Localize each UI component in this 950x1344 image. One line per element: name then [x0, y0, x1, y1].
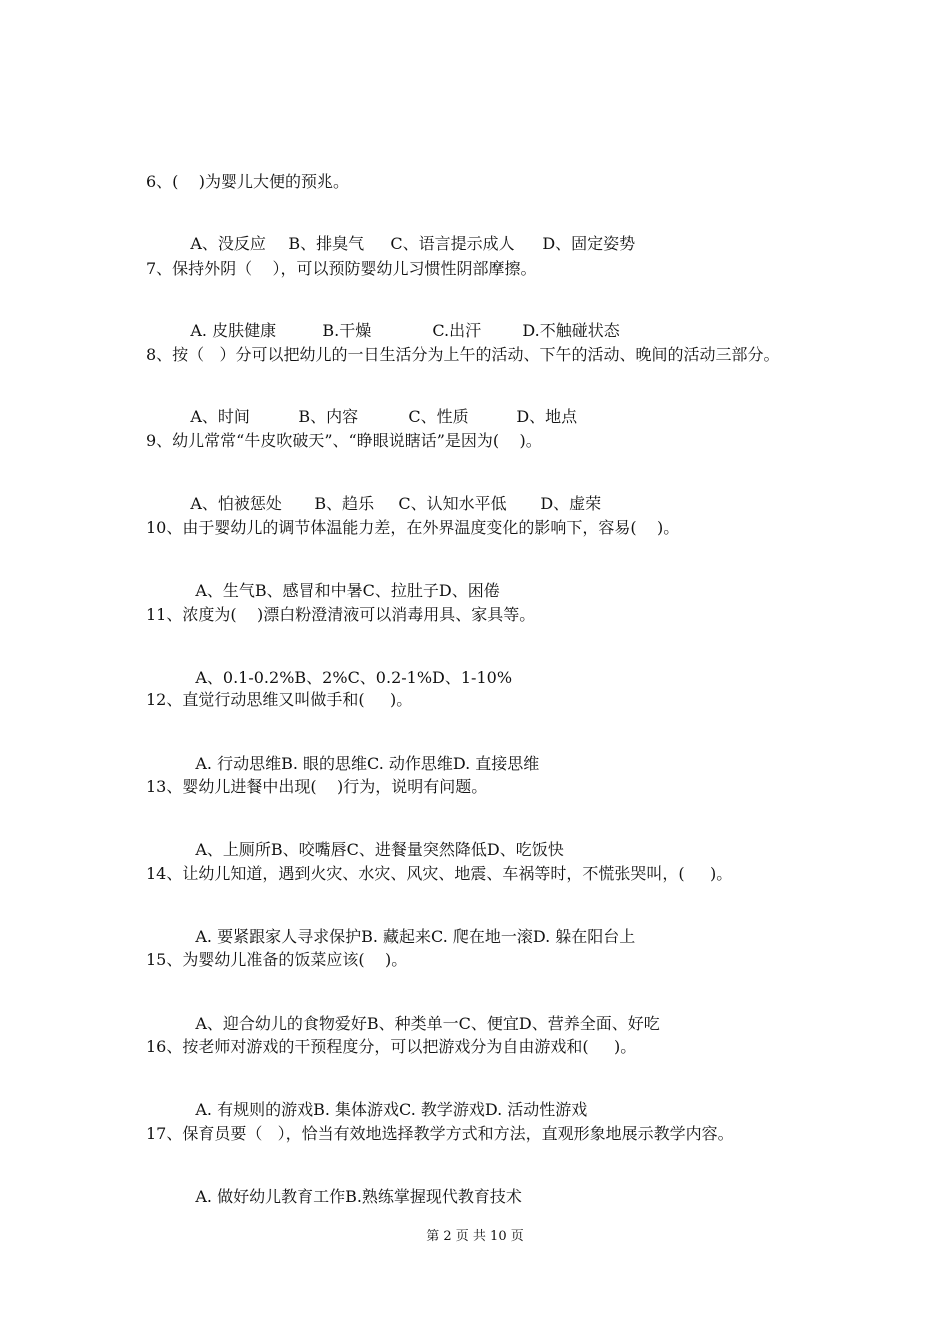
question-stem: 17、保育员要（ ），恰当有效地选择教学方式和方法，直观形象地展示教学内容。	[146, 1124, 734, 1143]
option: B、种类单一	[366, 1014, 459, 1033]
option: A、迎合幼儿的食物爱好	[195, 1014, 367, 1033]
option: C. 教学游戏	[399, 1100, 485, 1119]
option: C. 爬在地一滚	[431, 927, 533, 946]
option: C、便宜	[458, 1014, 519, 1033]
question-stem: 8、按（ ）分可以把幼儿的一日生活分为上午的活动、下午的活动、晚间的活动三部分。	[146, 345, 780, 364]
option: A. 皮肤健康	[190, 321, 277, 340]
option: A. 有规则的游戏	[195, 1100, 314, 1119]
option: A. 做好幼儿教育工作	[195, 1187, 346, 1206]
option: D. 躲在阳台上	[532, 927, 636, 946]
option: D. 活动性游戏	[484, 1100, 588, 1119]
option: D、营养全面、好吃	[518, 1014, 660, 1033]
option: A、生气	[195, 581, 255, 600]
question-stem: 12、直觉行动思维又叫做手和( )。	[146, 690, 413, 709]
question-stem: 13、婴幼儿进餐中出现( )行为，说明有问题。	[146, 777, 488, 796]
option: B. 眼的思维	[281, 754, 368, 773]
option: D、固定姿势	[542, 234, 636, 253]
option: B. 藏起来	[361, 927, 432, 946]
option: A. 要紧跟家人寻求保护	[195, 927, 362, 946]
option: B、咬嘴唇	[270, 840, 347, 859]
option: B.干燥	[322, 321, 372, 340]
question-stem: 15、为婴幼儿准备的饭菜应该( )。	[146, 950, 408, 969]
option: C、0.2-1%	[347, 668, 433, 687]
option: B、2%	[294, 668, 348, 687]
option: D. 直接思维	[452, 754, 540, 773]
option: D、地点	[516, 407, 578, 426]
question-stem: 16、按老师对游戏的干预程度分，可以把游戏分为自由游戏和( )。	[146, 1037, 637, 1056]
option: C、性质	[408, 407, 469, 426]
question-stem: 9、幼儿常常“牛皮吹破天”、“睁眼说瞎话”是因为( )。	[146, 431, 542, 450]
option: A、怕被惩处	[190, 494, 282, 513]
option: C、语言提示成人	[390, 234, 515, 253]
option: B.熟练掌握现代教育技术	[345, 1187, 522, 1206]
option: C、认知水平低	[398, 494, 507, 513]
option: C. 动作思维	[367, 754, 453, 773]
option: B、排臭气	[288, 234, 365, 253]
option: D、困倦	[438, 581, 500, 600]
option: C、进餐量突然降低	[346, 840, 487, 859]
option: B. 集体游戏	[313, 1100, 400, 1119]
option: B、内容	[298, 407, 359, 426]
option: A、上厕所	[195, 840, 271, 859]
option: C、拉肚子	[362, 581, 439, 600]
option: A. 行动思维	[195, 754, 282, 773]
option: B、感冒和中暑	[254, 581, 363, 600]
question-stem: 14、让幼儿知道，遇到火灾、水灾、风灾、地震、车祸等时，不慌张哭叫，( )。	[146, 864, 733, 883]
question-stem: 11、浓度为( )漂白粉澄清液可以消毒用具、家具等。	[146, 605, 536, 624]
question-stem: 10、由于婴幼儿的调节体温能力差，在外界温度变化的影响下，容易( )。	[146, 518, 680, 537]
option: D.不触碰状态	[522, 321, 620, 340]
question-options	[175, 1167, 522, 1227]
option: B、趋乐	[314, 494, 375, 513]
option: A、时间	[190, 407, 250, 426]
option: D、虚荣	[540, 494, 602, 513]
question-stem: 6、( )为婴儿大便的预兆。	[146, 172, 350, 191]
option: A、0.1-0.2%	[195, 668, 295, 687]
page-number-footer: 第 2 页 共 10 页	[426, 1229, 524, 1244]
option: C.出汗	[432, 321, 482, 340]
option: D、吃饭快	[486, 840, 564, 859]
option: D、1-10%	[432, 668, 513, 687]
option: A、没反应	[190, 234, 266, 253]
question-stem: 7、保持外阴（ ），可以预防婴幼儿习惯性阴部摩擦。	[146, 259, 537, 278]
